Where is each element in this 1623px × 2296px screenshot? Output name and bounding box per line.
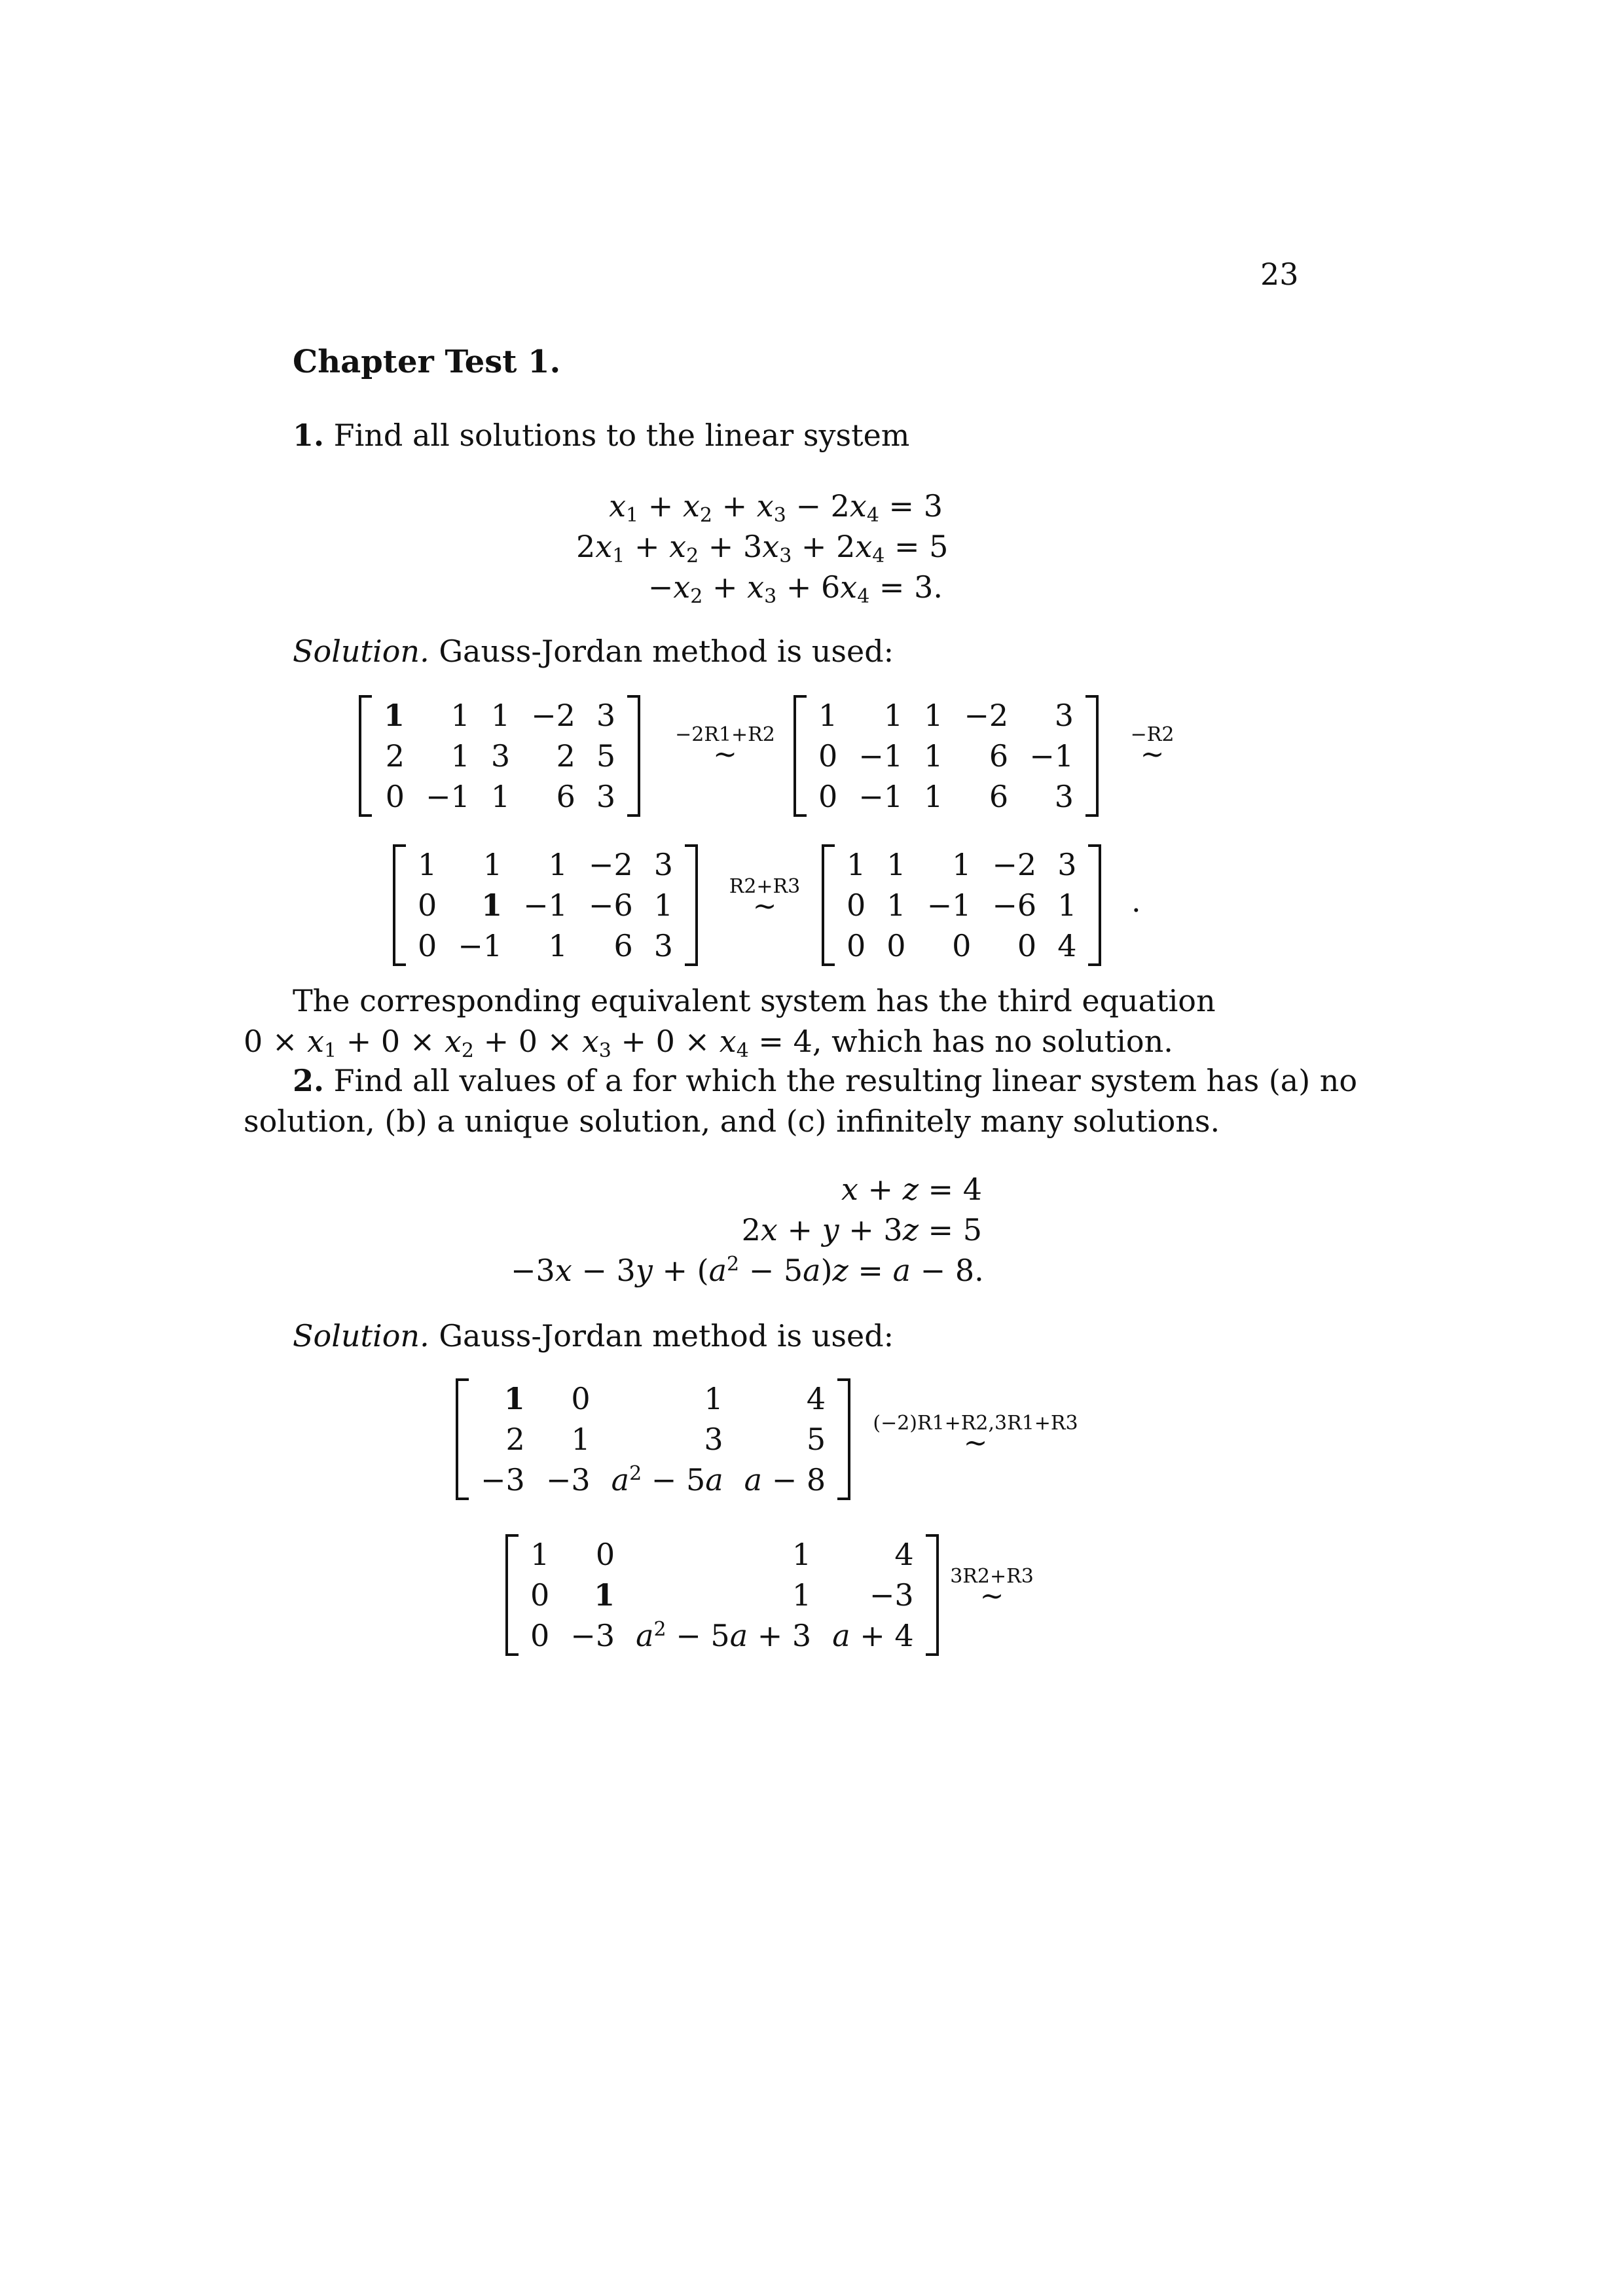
solution-1-intro <box>293 631 894 672</box>
matrix-b-step-2: 1 0 1 4 0 1 1 −3 0 −3 $a^2 - 5a + 3$ a + 4 <box>505 1534 939 1656</box>
solution-1-label: Solution. <box>293 634 429 669</box>
problem-1-statement <box>293 415 909 456</box>
matrix-step-3: 1 1 1 −2 3 0 1 −1 −6 1 0 −1 1 6 3 <box>393 844 698 966</box>
row-op-arrow-b2: 3R2+R3 ∼ <box>950 1565 1034 1613</box>
row-op-arrow-2: −R2 ∼ <box>1130 723 1175 771</box>
row-op-arrow-1: −2R1+R2 ∼ <box>675 723 775 771</box>
solution-2-label: Solution. <box>293 1318 429 1354</box>
matrix-step-4: 1 1 1 −2 3 0 1 −1 −6 1 0 0 0 0 4 <box>822 844 1101 966</box>
solution-2-text: Gauss-Jordan method is used: <box>439 1318 894 1354</box>
conclusion-line-1: The corresponding equivalent system has the third equation <box>293 983 1216 1018</box>
problem-2-statement <box>293 1060 1357 1101</box>
problem-1-number: 1. <box>293 418 325 453</box>
problem-2-number: 2. <box>293 1063 325 1098</box>
matrix-b-step-1: 1 0 1 4 2 1 3 5 −3 −3 $a^2 - 5a$ a − 8 <box>456 1378 850 1500</box>
chapter-heading: Chapter Test 1. <box>293 344 561 380</box>
problem-1-text: Find all solutions to the linear system <box>333 418 910 453</box>
linear-system-1: $x_1 + x_2 + x_3 - 2x_4 = 3$ $2x_1 + x_2 + 3x_3 + 2x_4 = 5$ $-x_2 + x_3 + 6x_4 = 3$. <box>576 488 949 608</box>
matrix-step-1: 1 1 1 −2 3 2 1 3 2 5 0 −1 1 6 3 <box>359 695 640 817</box>
matrix-period: . <box>1131 884 1141 919</box>
problem-2-text-line-1: Find all values of a for which the resulting linear system has (a) no <box>333 1063 1358 1098</box>
row-op-arrow-3: R2+R3 ∼ <box>729 875 801 923</box>
conclusion-line-2: $0 \times x_1 + 0 \times x_2 + 0 \times x_3 + 0 \times x_4 = 4$, which has no solution. <box>244 1024 1173 1062</box>
page-number: 23 <box>1260 257 1299 292</box>
linear-system-2: x + z = 4 2x + y + 3z = 5 $-3x - 3y + (a^2 - 5a)z = a - 8$. <box>511 1172 984 1288</box>
solution-1-text: Gauss-Jordan method is used: <box>439 634 894 669</box>
solution-2-intro <box>293 1316 894 1356</box>
row-op-arrow-b1: (−2)R1+R2,3R1+R3 ∼ <box>873 1412 1078 1460</box>
matrix-step-2: 1 1 1 −2 3 0 −1 1 6 −1 0 −1 1 6 3 <box>793 695 1099 817</box>
problem-2-text-line-2: solution, (b) a unique solution, and (c) infinitely many solutions. <box>244 1103 1220 1139</box>
